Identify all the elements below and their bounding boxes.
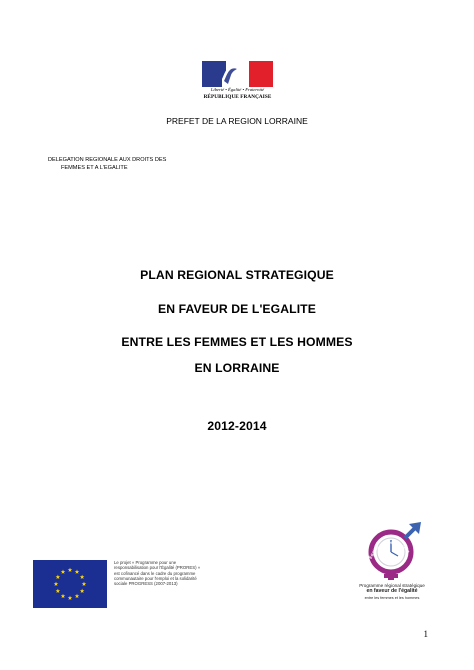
delegation-label [48,156,166,172]
egalite-caption-2: en faveur de l'égalité [366,588,418,594]
title-line-4: EN LORRAINE [194,361,280,375]
marianne-flag-icon [202,61,273,87]
republique-francaise-logo [202,61,273,104]
title-line-3: ENTRE LES FEMMES ET LES HOMMES [121,335,353,349]
page-number: 1 [423,629,428,639]
egalite-professionnelle-logo [351,520,433,580]
logo-motto: Liberté • Égalité • Fraternité [210,87,265,92]
eu-flag-icon [33,560,107,608]
title-line-1: PLAN REGIONAL STRATEGIQUE [140,268,334,282]
delegation-line-1: DELEGATION REGIONALE AUX DROITS DES [48,157,167,163]
egalite-caption-1: Programme régional stratégique [359,583,425,588]
egalite-caption-3: entre les femmes et les hommes [364,596,420,600]
title-line-2: EN FAVEUR DE L'EGALITE [158,302,316,316]
logo-republique-francaise: RÉPUBLIQUE FRANÇAISE [203,94,272,100]
title-years: 2012-2014 [207,419,267,433]
egalite-ring-text: Égalité professionnelle [367,539,412,560]
delegation-line-2: FEMMES ET A L'EGALITE [61,165,128,171]
prefet-heading: PREFET DE LA REGION LORRAINE [166,116,308,126]
eu-cofinancing-text: Le projet « Programme pour une responsabilisation pour l'Égalité (PRORES) » est cofinancé dans le cadre du programme communautaire pour l'emploi et la solidarité sociale PROGRESS (2007-2013) [114,560,201,587]
